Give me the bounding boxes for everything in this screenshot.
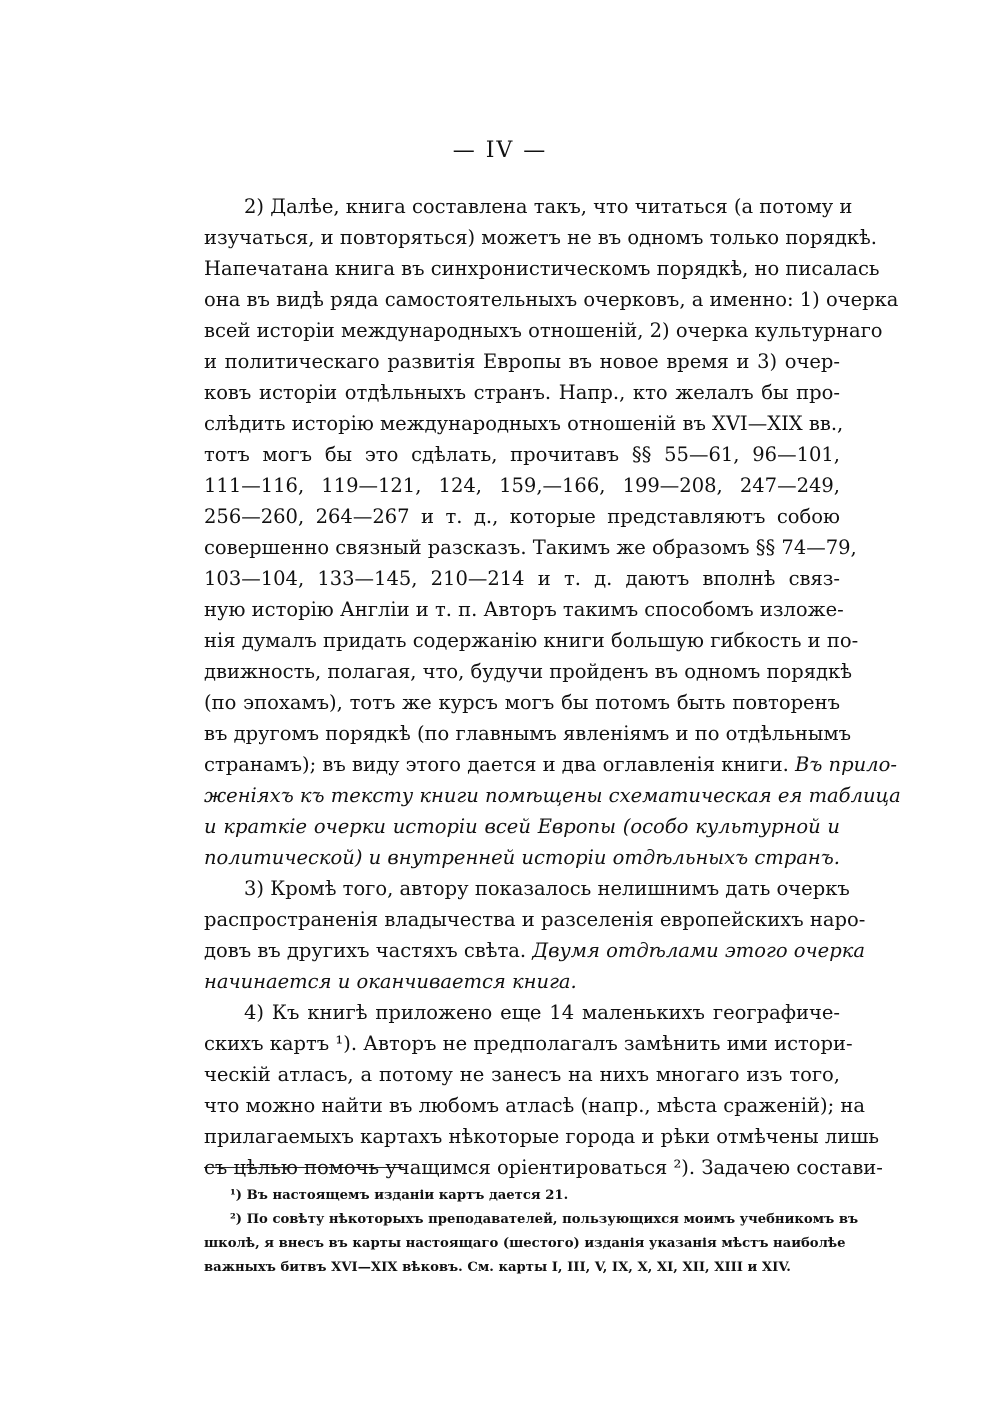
text-line — [204, 750, 897, 780]
text-line: 256—260, 264—267 и т. д., которые представляютъ собою — [204, 505, 840, 528]
text-line: движность, полагая, что, будучи пройденъ въ одномъ порядкѣ — [204, 660, 852, 683]
italic-segment: Въ прило- — [795, 753, 897, 776]
text-line: нія думалъ придать содержанію книги большую гибкость и по- — [204, 629, 859, 652]
text-line: и политическаго развитія Европы въ новое время и 3) очер- — [204, 350, 840, 373]
text-line: ковъ исторіи отдѣльныхъ странъ. Напр., кто желалъ бы про- — [204, 381, 840, 404]
text-line: распространенія владычества и разселенія европейскихъ наро- — [204, 908, 866, 931]
footnote-2-line: школѣ, я внесъ въ карты настоящаго (шестого) изданія указанія мѣстъ наиболѣе — [204, 1236, 846, 1251]
text-line: ную исторію Англіи и т. п. Авторъ такимъ способомъ изложе- — [204, 598, 844, 621]
text-line: 4) Къ книгѣ приложено еще 14 маленькихъ географиче- — [244, 1001, 840, 1024]
text-line: всей исторіи международныхъ отношеній, 2) очерка культурнаго — [204, 319, 883, 342]
text-line: 2) Далѣе, книга составлена такъ, что читаться (а потому и — [244, 195, 853, 218]
footnote-2-line: важныхъ битвъ XVI—XIX вѣковъ. См. карты I, III, V, IX, X, XI, XII, XIII и XIV. — [204, 1260, 791, 1275]
page-number: — IV — — [452, 138, 548, 163]
text-segment: странамъ); въ виду этого дается и два оглавленія книги. — [204, 753, 789, 776]
text-line: совершенно связный разсказъ. Такимъ же образомъ §§ 74—79, — [204, 536, 857, 559]
text-line: 111—116, 119—121, 124, 159,—166, 199—208, 247—249, — [204, 474, 840, 497]
text-line: 3) Кромѣ того, автору показалось нелишнимъ дать очеркъ — [244, 877, 850, 900]
text-line: она въ видѣ ряда самостоятельныхъ очерковъ, а именно: 1) очерка — [204, 288, 899, 311]
text-line: прилагаемыхъ картахъ нѣкоторые города и рѣки отмѣчены лишь — [204, 1125, 879, 1148]
text-segment: довъ въ другихъ частяхъ свѣта. — [204, 939, 527, 962]
text-line: женіяхъ къ тексту книги помѣщены схематическая ея таблица — [204, 784, 901, 807]
italic-segment: Двумя отдѣлами этого очерка — [532, 939, 865, 962]
text-line: съ цѣлью помочь учащимся оріентироваться ²). Задачею состави- — [204, 1156, 883, 1179]
footnote-1: ¹) Въ настоящемъ изданіи картъ дается 21. — [230, 1188, 569, 1203]
footnote-2-line: ²) По совѣту нѣкоторыхъ преподавателей, пользующихся моимъ учебникомъ въ — [230, 1212, 859, 1227]
text-line: скихъ картъ ¹). Авторъ не предполагалъ замѣнить ими истори- — [204, 1032, 853, 1055]
text-line: политической) и внутренней исторіи отдѣльныхъ странъ. — [204, 846, 840, 869]
text-line: изучаться, и повторяться) можетъ не въ одномъ только порядкѣ. — [204, 226, 877, 249]
text-line: что можно найти въ любомъ атласѣ (напр., мѣста сраженій); на — [204, 1094, 866, 1117]
text-line: въ другомъ порядкѣ (по главнымъ явленіямъ и по отдѣльнымъ — [204, 722, 852, 745]
text-line: слѣдить исторію международныхъ отношеній въ XVI—XIX вв., — [204, 412, 844, 435]
text-line: (по эпохамъ), тотъ же курсъ могъ бы потомъ быть повторенъ — [204, 691, 840, 714]
text-line: 103—104, 133—145, 210—214 и т. д. даютъ вполнѣ связ- — [204, 567, 840, 590]
text-line: ческій атласъ, а потому не занесъ на нихъ многаго изъ того, — [204, 1063, 840, 1086]
text-line: и краткіе очерки исторіи всей Европы (особо культурной и — [204, 815, 840, 838]
text-line — [204, 936, 865, 966]
text-line: начинается и оканчивается книга. — [204, 970, 577, 993]
text-line: тотъ могъ бы это сдѣлать, прочитавъ §§ 55—61, 96—101, — [204, 443, 840, 466]
text-line: Напечатана книга въ синхронистическомъ порядкѣ, но писалась — [204, 257, 880, 280]
